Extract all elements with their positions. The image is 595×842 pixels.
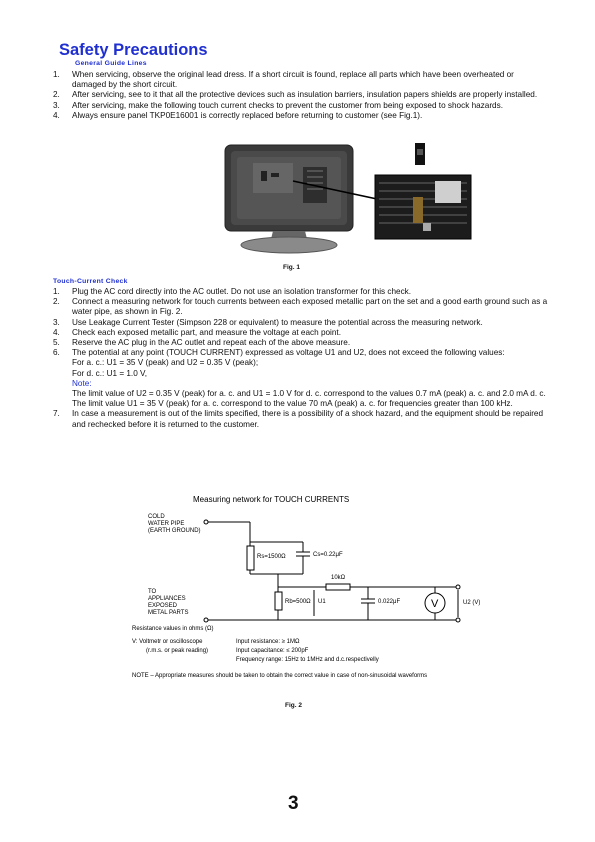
list-item: 2. Connect a measuring network for touch currents between each exposed metallic part on the set and a good earth ground such as a water pipe, as shown in Fig. 2.	[53, 297, 548, 317]
spec-input-capacitance: Input capacitance: ≤ 200pF	[236, 648, 309, 654]
list-item: 3. After servicing, make the following touch current checks to prevent the customer from being exposed to shock hazards.	[53, 100, 503, 110]
fig2-note: NOTE – Appropriate measures should be taken to obtain the correct value in case of non-sinusoidal waveforms	[132, 673, 428, 679]
fig2-title: Measuring network for TOUCH CURRENTS	[193, 495, 350, 504]
list-item: 1. Plug the AC cord directly into the AC outlet. Do not use an isolation transformer for this check.	[53, 287, 412, 296]
to-label-4: METAL PARTS	[148, 610, 189, 616]
list-item: 1. When servicing, observe the original lead dress. If a short circuit is found, replace all parts which have been overheated or damaged by the short circuit.	[53, 70, 514, 90]
general-guidelines-heading: General Guide Lines	[75, 60, 147, 67]
measuring-network-diagram	[128, 492, 488, 682]
c2-label: 0.022μF	[378, 599, 401, 605]
page-number: 3	[288, 793, 299, 814]
list-item: 7. In case a measurement is out of the limits specified, there is a possibility of a shock hazard, and the equipment should be repaired and rechecked before it is returned to the customer.	[53, 409, 544, 429]
r10k-label: 10kΩ	[331, 575, 346, 581]
cs-label: Cs=0.22μF	[313, 552, 343, 558]
list-item: 2. After servicing, see to it that all the protective devices such as insulation barriers, insulation papers shields are properly installed.	[53, 90, 538, 100]
voltmeter-definition-2: (r.m.s. or peak reading)	[146, 648, 209, 654]
to-label-3: EXPOSED	[148, 603, 178, 609]
cold-label-1: COLD	[148, 514, 165, 520]
touch-current-list	[53, 287, 550, 430]
spec-frequency-range: Frequency range: 15Hz to 1MHz and d.c.respectivelly	[236, 657, 379, 663]
to-label-1: TO	[148, 589, 157, 595]
touch-current-heading: Touch-Current Check	[53, 278, 128, 285]
voltmeter-symbol: V	[431, 598, 439, 610]
list-item: 5. Reserve the AC plug in the AC outlet and repeat each of the above measure.	[53, 338, 351, 348]
fig1-caption: Fig. 1	[283, 264, 300, 271]
voltmeter-definition-1: V: Voltmetr or oscilloscope	[132, 639, 203, 645]
rb-label: Rb=500Ω	[285, 599, 311, 605]
spec-input-resistance: Input resistance: ≥ 1MΩ	[236, 639, 300, 645]
tv-rear-panel-illustration	[223, 143, 473, 258]
cold-label-3: (EARTH GROUND)	[148, 528, 201, 534]
general-guidelines-list	[53, 70, 550, 121]
to-label-2: APPLIANCES	[148, 596, 186, 602]
resistance-note: Resistance values in ohms (Ω)	[132, 626, 214, 632]
page-title: Safety Precautions	[59, 41, 208, 59]
note-label: Note:	[72, 378, 92, 388]
u2-label: U2 (V)	[463, 600, 481, 606]
u1-label: U1	[318, 599, 326, 605]
list-item: 4. Always ensure panel TKP0E16001 is correctly replaced before returning to customer (see Fig.1).	[53, 110, 423, 120]
cold-label-2: WATER PIPE	[148, 521, 185, 527]
list-item: 4. Check each exposed metallic part, and measure the voltage at each point.	[53, 327, 341, 337]
list-item: 6. The potential at any point (TOUCH CURRENT) expressed as voltage U1 and U2, does not exceed the following values: For a. c.: U1 = 35 V (peak) and U2 = 0.35 V (peak); For d. c.: U1 = 1.0 V, Note: The limit value of U2 = 0.35 V (peak) for a. c. and U1 = 1.0 V for d. c. correspond to the values 0.7 mA (peak) a. c. and 2.0 mA d. c. The limit value U1 = 35 V (peak) for a. c. correspond to the value 70 mA (peak) a. c. for frequencies greater than 100 kHz.	[53, 348, 550, 409]
fig2-caption: Fig. 2	[285, 702, 302, 709]
rs-label: Rs=1500Ω	[257, 554, 286, 560]
list-item: 3. Use Leakage Current Tester (Simpson 228 or equivalent) to measure the potential across the measuring network.	[53, 317, 483, 327]
